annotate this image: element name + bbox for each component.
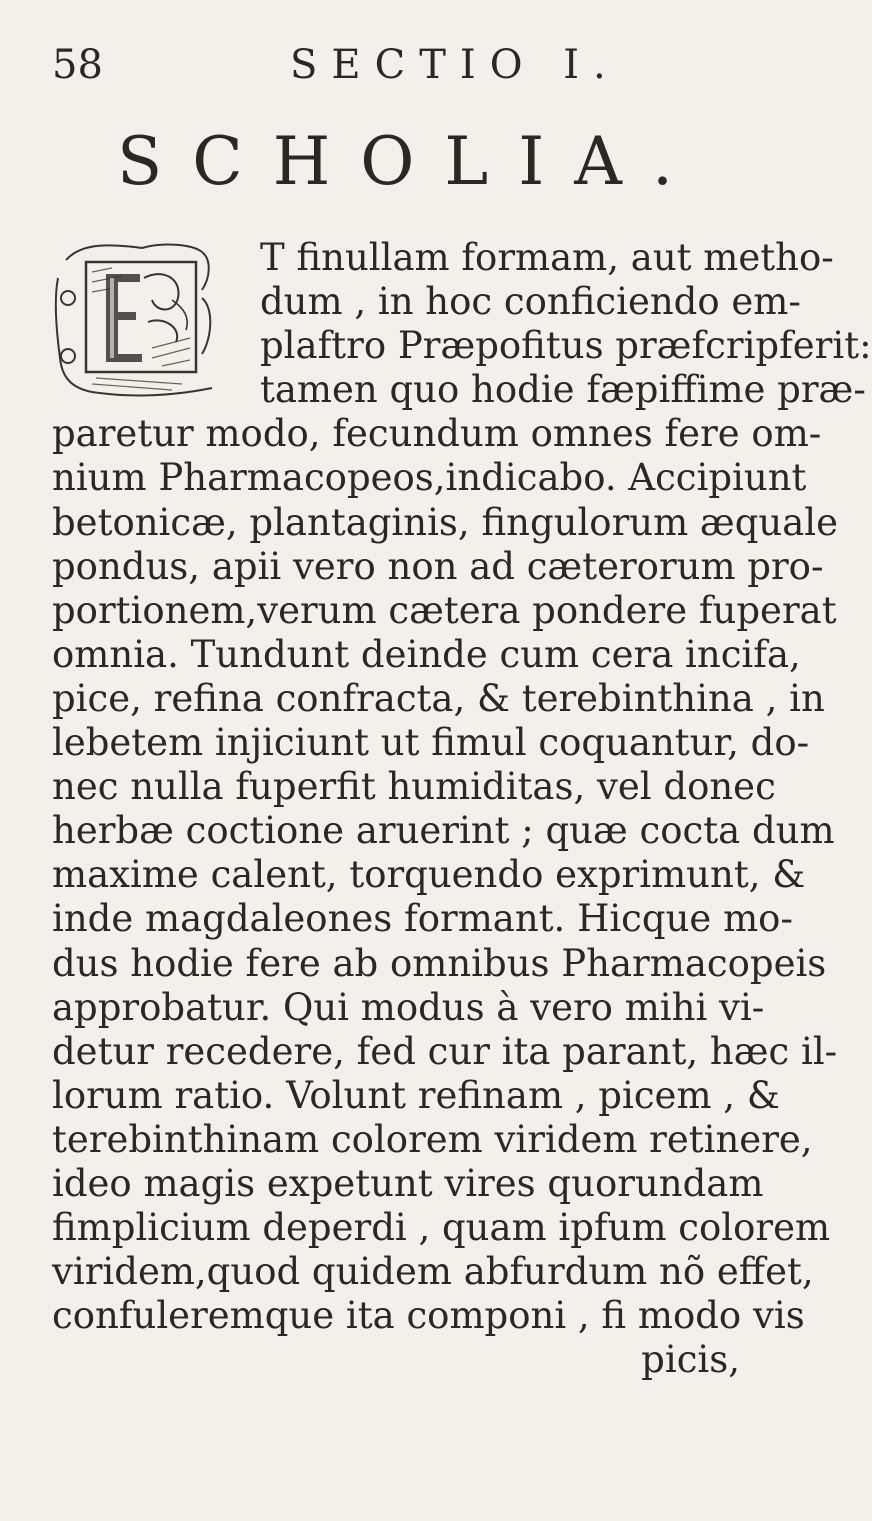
text-line: portionem,verum cætera pondere fuperat	[52, 588, 837, 632]
text-line: lebetem injiciunt ut fimul coquantur, do-	[52, 721, 810, 765]
text-line: approbatur. Qui modus à vero mihi vi-	[52, 985, 765, 1029]
text-line: omnia. Tundunt deinde cum cera incifa,	[52, 632, 801, 676]
text-line: betonicæ, plantaginis, fingulorum æquale	[52, 500, 839, 544]
text-line: tamen quo hodie fæpiffime præ-	[260, 368, 866, 412]
text-line: inde magdaleones formant. Hicque mo-	[52, 897, 793, 941]
text-line: T finullam formam, aut metho-	[260, 236, 834, 279]
text-line: paretur modo, fecundum omnes fere om-	[52, 412, 822, 456]
text-line: confuleremque ita componi , fi modo vis	[52, 1294, 805, 1338]
text-line: plaftro Præpofitus præfcripferit:	[260, 324, 872, 368]
text-line: dus hodie fere ab omnibus Pharmacopeis	[52, 941, 827, 985]
text-line: fimplicium deperdi , quam ipfum colorem	[52, 1206, 831, 1250]
page-number: 58	[52, 42, 103, 88]
text-line: maxime calent, torquendo exprimunt, &	[52, 853, 806, 897]
text-line: nium Pharmacopeos,indicabo. Accipiunt	[52, 456, 807, 500]
text-line: pondus, apii vero non ad cæterorum pro-	[52, 544, 824, 588]
text-line: nec nulla fuperfit humiditas, vel donec	[52, 765, 776, 809]
running-head	[52, 40, 760, 90]
text-line: terebinthinam colorem viridem retinere,	[52, 1117, 813, 1161]
text-line: pice, refina confracta, & terebinthina , in	[52, 676, 825, 720]
catchword: picis,	[641, 1338, 740, 1382]
text-line: dum , in hoc conficiendo em-	[260, 280, 801, 324]
text-line: lorum ratio. Volunt refinam , picem , &	[52, 1073, 780, 1117]
text-line: herbæ coctione aruerint ; quæ cocta dum	[52, 809, 835, 853]
section-heading: SCHOLIA.	[117, 123, 703, 200]
text-line: ideo magis expetunt vires quorundam	[52, 1161, 764, 1205]
text-line: viridem,quod quidem abfurdum nõ effet,	[52, 1250, 814, 1294]
text-line: detur recedere, fed cur ita parant, hæc il-	[52, 1029, 838, 1073]
running-title: SECTIO I.	[290, 42, 620, 88]
body-text	[52, 236, 872, 1382]
